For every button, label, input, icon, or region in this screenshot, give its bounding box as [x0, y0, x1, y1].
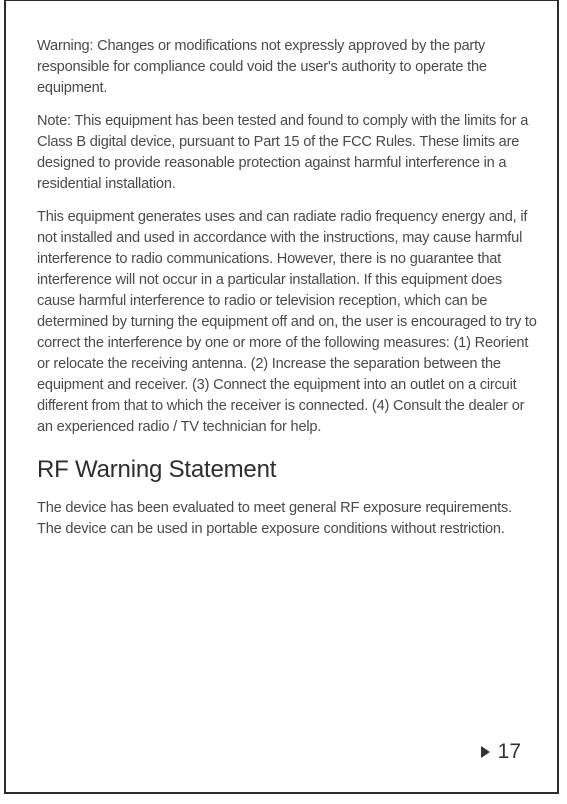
note-paragraph: Note: This equipment has been tested and found to comply with the limits for a Class B digital device, pursuant to Part 15 of the FCC Rules. These limits are designed to provide reasonable protection against harmful interference in a residential installation. — [37, 113, 529, 192]
document-body — [37, 36, 537, 552]
interference-paragraph: This equipment generates uses and can radiate radio frequency energy and, if not installed and used in accordance with the instructions, may cause harmful interference to radio communications. However, there is no guarantee that interference will not occur in a particular installation. If this equipment does cause harmful interference to radio or television reception, which can be determined by turning the equipment off and on, the user is encouraged to try to correct the interference by one or more of the following measures: (1) Reorient or relocate the receiving antenna. (2) Increase the separation between the equipment and receiver. (3) Connect the equipment into an outlet on a circuit different from that to which the receiver is connected. (4) Consult the dealer or an experienced radio / TV technician for help. — [37, 209, 537, 435]
warning-paragraph: Warning: Changes or modifications not expressly approved by the party responsible for compliance could void the user's authority to operate the equipment. — [37, 38, 487, 96]
rf-warning-heading: RF Warning Statement — [37, 456, 277, 483]
page-number-text: 17 — [497, 740, 521, 763]
arrow-right-icon — [481, 746, 490, 758]
page-number — [481, 740, 521, 764]
rf-warning-paragraph: The device has been evaluated to meet general RF exposure requirements. The device can be used in portable exposure conditions without restriction. — [37, 500, 512, 537]
